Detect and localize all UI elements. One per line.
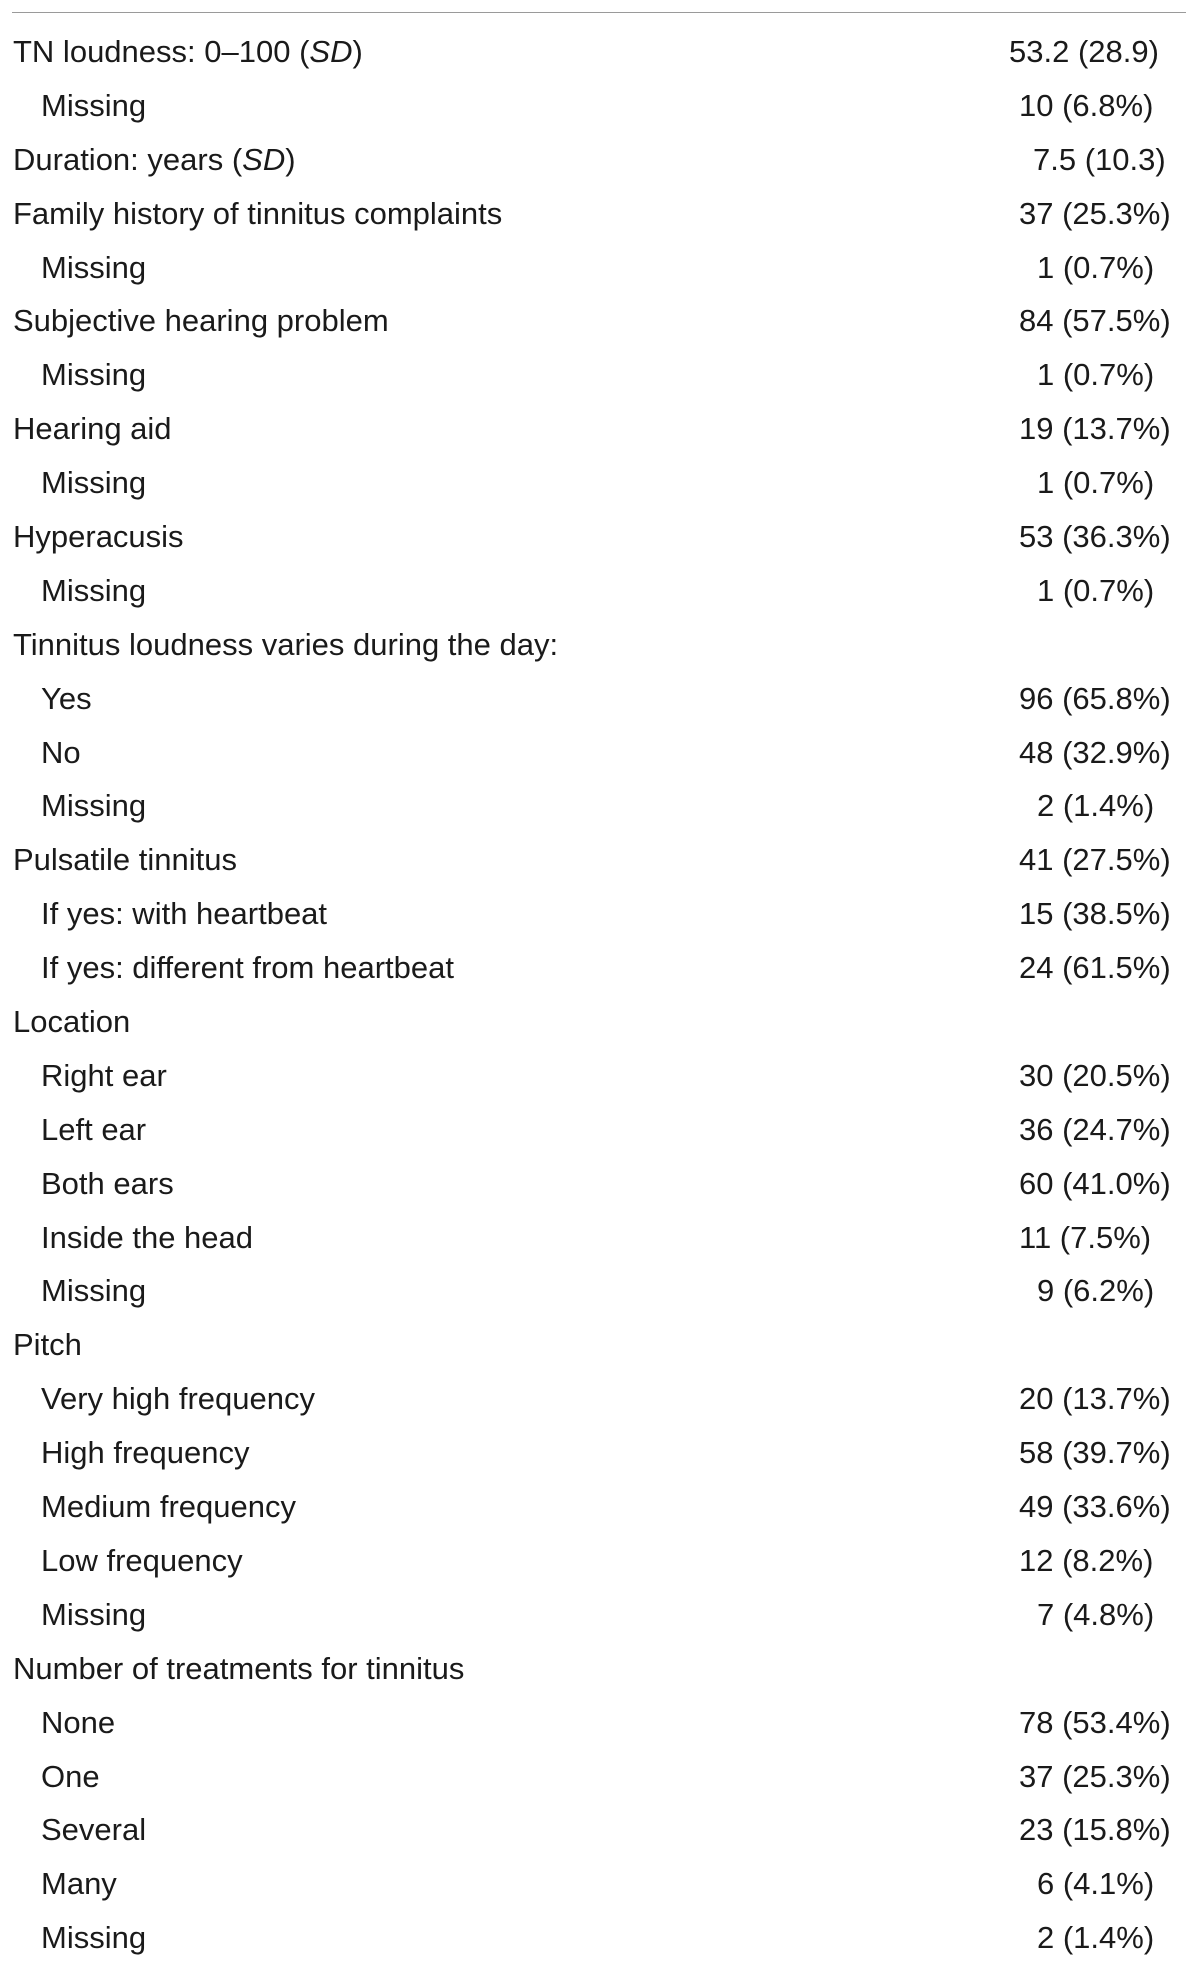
table-row bbox=[0, 241, 1200, 295]
row-label bbox=[13, 25, 363, 79]
table-row bbox=[0, 1750, 1200, 1804]
table-row bbox=[0, 1642, 1200, 1696]
table-row bbox=[0, 618, 1200, 672]
row-label: Missing bbox=[41, 1273, 147, 1309]
table-top-rule bbox=[12, 12, 1186, 13]
table-row bbox=[0, 672, 1200, 726]
row-value: 12 (8.2%) bbox=[1019, 1542, 1154, 1578]
row-label: Missing bbox=[41, 465, 147, 501]
row-value: 7.5 (10.3) bbox=[1033, 141, 1166, 177]
row-label: High frequency bbox=[41, 1435, 250, 1471]
row-value: 60 (41.0%) bbox=[1019, 1165, 1171, 1201]
row-value: 2 (1.4%) bbox=[1037, 1920, 1155, 1956]
table-row bbox=[0, 1318, 1200, 1372]
row-label: Right ear bbox=[41, 1057, 167, 1093]
row-label: Hearing aid bbox=[13, 411, 172, 447]
table-row bbox=[0, 887, 1200, 941]
table-row bbox=[0, 25, 1200, 79]
row-value: 37 (25.3%) bbox=[1019, 195, 1171, 231]
row-label: If yes: with heartbeat bbox=[41, 896, 328, 932]
table-row bbox=[0, 1264, 1200, 1318]
row-value: 58 (39.7%) bbox=[1019, 1435, 1171, 1471]
table-row bbox=[0, 1372, 1200, 1426]
row-label: Missing bbox=[41, 87, 147, 123]
row-label: Family history of tinnitus complaints bbox=[13, 195, 503, 231]
table-row bbox=[0, 833, 1200, 887]
row-value: 41 (27.5%) bbox=[1019, 842, 1171, 878]
table-row bbox=[0, 1696, 1200, 1750]
row-value: 11 (7.5%) bbox=[1019, 1219, 1152, 1255]
row-value: 19 (13.7%) bbox=[1019, 411, 1171, 447]
row-value: 9 (6.2%) bbox=[1037, 1273, 1155, 1309]
table-row bbox=[0, 402, 1200, 456]
row-value: 24 (61.5%) bbox=[1019, 950, 1171, 986]
row-value: 10 (6.8%) bbox=[1019, 87, 1154, 123]
row-label: If yes: different from heartbeat bbox=[41, 950, 454, 986]
row-label: Several bbox=[41, 1812, 147, 1848]
row-value: 20 (13.7%) bbox=[1019, 1381, 1171, 1417]
row-label: Subjective hearing problem bbox=[13, 303, 389, 339]
row-label: Location bbox=[13, 1004, 131, 1040]
table-row bbox=[0, 1049, 1200, 1103]
row-label: Hyperacusis bbox=[13, 519, 184, 555]
table-row bbox=[0, 726, 1200, 780]
row-label: Number of treatments for tinnitus bbox=[13, 1650, 465, 1686]
row-label: Medium frequency bbox=[41, 1489, 297, 1525]
row-label: Very high frequency bbox=[41, 1381, 316, 1417]
row-label: Missing bbox=[41, 788, 147, 824]
row-value: 1 (0.7%) bbox=[1037, 572, 1155, 608]
row-value: 15 (38.5%) bbox=[1019, 896, 1171, 932]
table-row bbox=[0, 79, 1200, 133]
row-value: 30 (20.5%) bbox=[1019, 1057, 1171, 1093]
row-value: 53 (36.3%) bbox=[1019, 519, 1171, 555]
table-row bbox=[0, 1857, 1200, 1911]
row-label: Missing bbox=[41, 1596, 147, 1632]
row-label: Missing bbox=[41, 249, 147, 285]
row-value: 7 (4.8%) bbox=[1037, 1596, 1155, 1632]
row-label: Low frequency bbox=[41, 1542, 243, 1578]
row-label-emphasis: SD bbox=[242, 141, 286, 177]
table-row bbox=[0, 1803, 1200, 1857]
table-row bbox=[0, 456, 1200, 510]
row-value: 1 (0.7%) bbox=[1037, 465, 1155, 501]
row-value: 96 (65.8%) bbox=[1019, 680, 1171, 716]
row-value: 6 (4.1%) bbox=[1037, 1866, 1155, 1902]
table-row bbox=[0, 294, 1200, 348]
table-row bbox=[0, 1480, 1200, 1534]
table-row bbox=[0, 1426, 1200, 1480]
table-row bbox=[0, 133, 1200, 187]
row-label: One bbox=[41, 1758, 100, 1794]
row-label: Missing bbox=[41, 1920, 147, 1956]
row-value: 1 (0.7%) bbox=[1037, 357, 1155, 393]
row-label: None bbox=[41, 1704, 116, 1740]
table-row bbox=[0, 510, 1200, 564]
row-value: 49 (33.6%) bbox=[1019, 1489, 1171, 1525]
row-value: 1 (0.7%) bbox=[1037, 249, 1155, 285]
row-label-text: ) bbox=[352, 34, 363, 69]
row-label: Left ear bbox=[41, 1111, 147, 1147]
table-row bbox=[0, 1588, 1200, 1642]
row-label: Inside the head bbox=[41, 1219, 254, 1255]
row-value: 37 (25.3%) bbox=[1019, 1758, 1171, 1794]
row-label: Many bbox=[41, 1866, 117, 1902]
table-row bbox=[0, 1534, 1200, 1588]
row-value: 48 (32.9%) bbox=[1019, 734, 1171, 770]
table-row bbox=[0, 187, 1200, 241]
table-row bbox=[0, 564, 1200, 618]
row-value: 36 (24.7%) bbox=[1019, 1111, 1171, 1147]
row-label: Missing bbox=[41, 572, 147, 608]
row-label: Yes bbox=[41, 680, 92, 716]
table-body bbox=[0, 25, 1200, 1965]
table-row bbox=[0, 995, 1200, 1049]
row-label: Pitch bbox=[13, 1327, 82, 1363]
table-row bbox=[0, 1157, 1200, 1211]
row-label: Pulsatile tinnitus bbox=[13, 842, 238, 878]
table-row bbox=[0, 1911, 1200, 1965]
table-row bbox=[0, 779, 1200, 833]
table-row bbox=[0, 348, 1200, 402]
row-label: Missing bbox=[41, 357, 147, 393]
row-value: 23 (15.8%) bbox=[1019, 1812, 1171, 1848]
row-label-text: TN loudness: 0–100 ( bbox=[13, 34, 310, 69]
row-value: 78 (53.4%) bbox=[1019, 1704, 1171, 1740]
row-label-emphasis: SD bbox=[309, 34, 353, 69]
table-row bbox=[0, 941, 1200, 995]
row-label: Both ears bbox=[41, 1165, 174, 1201]
row-value: 84 (57.5%) bbox=[1019, 303, 1171, 339]
row-value: 2 (1.4%) bbox=[1037, 788, 1155, 824]
row-label: No bbox=[41, 734, 81, 770]
table-row bbox=[0, 1103, 1200, 1157]
row-label bbox=[13, 133, 296, 187]
row-label-text: ) bbox=[285, 141, 296, 177]
row-label: Tinnitus loudness varies during the day: bbox=[13, 626, 559, 662]
row-value: 53.2 (28.9) bbox=[1009, 34, 1159, 69]
row-label-text: Duration: years ( bbox=[13, 141, 243, 177]
table-row bbox=[0, 1211, 1200, 1265]
